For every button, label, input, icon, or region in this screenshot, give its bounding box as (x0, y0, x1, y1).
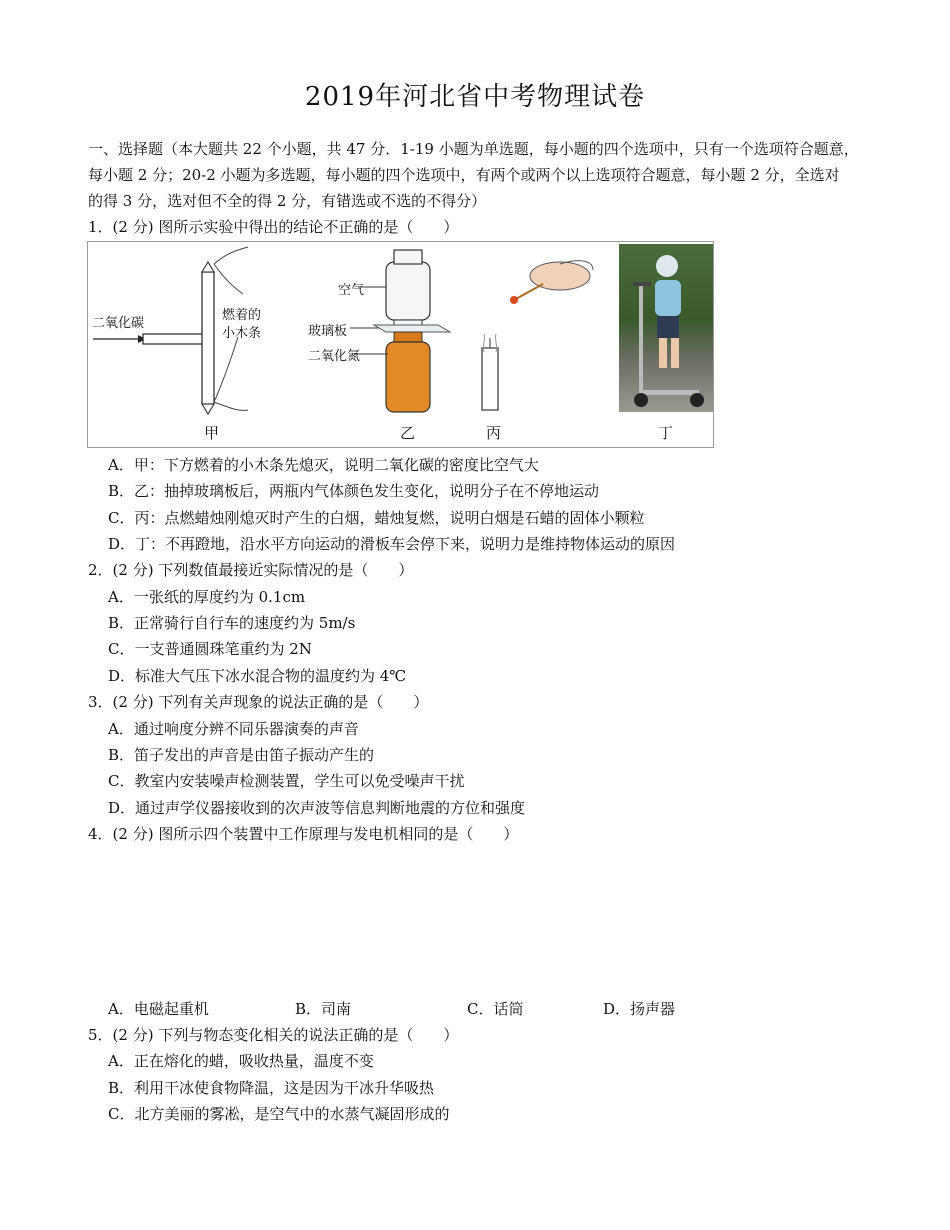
bing-diagram (482, 261, 593, 410)
yi-air-label: 空气 (338, 283, 365, 298)
question-5-option-a: A．正在熔化的蜡，吸收热量，温度不变 (108, 1052, 374, 1070)
yi-no2-label: 二氧化氮 (308, 349, 361, 364)
question-2-stem: 2．(2 分) 下列数值最接近实际情况的是（ ） (88, 561, 414, 579)
question-3-option-a: A．通过响度分辨不同乐器演奏的声音 (108, 720, 359, 738)
yi-diagram (350, 250, 450, 412)
figure-label-jia: 甲 (204, 424, 220, 442)
question-4-option-a: A．电磁起重机 (108, 1000, 209, 1018)
question-4-option-d: D．扬声器 (603, 1000, 676, 1018)
question-4-stem: 4．(2 分) 图所示四个装置中工作原理与发电机相同的是（ ） (88, 825, 519, 843)
question-4-option-c: C．话筒 (467, 1000, 524, 1018)
section-intro-line-3: 的得 3 分，选对但不全的得 2 分，有错选或不选的不得分） (88, 192, 487, 210)
question-1-option-a: A．甲：下方燃着的小木条先熄灭，说明二氧化碳的密度比空气大 (108, 456, 539, 474)
question-4-option-b: B．司南 (295, 1000, 352, 1018)
page-title: 2019年河北省中考物理试卷 (304, 82, 646, 112)
question-1-option-c: C．丙：点燃蜡烛刚熄灭时产生的白烟，蜡烛复燃，说明白烟是石蜡的固体小颗粒 (108, 509, 645, 527)
question-1-stem: 1．(2 分) 图所示实验中得出的结论不正确的是（ ） (88, 218, 459, 236)
question-2-option-d: D．标准大气压下冰水混合物的温度约为 4℃ (108, 667, 407, 685)
question-5-option-c: C．北方美丽的雾凇，是空气中的水蒸气凝固形成的 (108, 1105, 450, 1123)
question-3-option-c: C．教室内安装噪声检测装置，学生可以免受噪声干扰 (108, 772, 465, 790)
question-1-option-d: D．丁：不再蹬地，沿水平方向运动的滑板车会停下来，说明力是维持物体运动的原因 (108, 535, 676, 553)
question-1-figure (87, 241, 714, 448)
jia-stick-label-2: 小木条 (222, 326, 262, 341)
scooter-photo (619, 244, 713, 412)
section-intro-line-1: 一、选择题（本大题共 22 个小题，共 47 分．1-19 小题为单选题，每小题的四个选项中，只有一个选项符合题意， (88, 140, 859, 158)
question-2-option-a: A．一张纸的厚度约为 0.1cm (108, 588, 306, 606)
question-2-option-b: B．正常骑行自行车的速度约为 5m/s (108, 614, 356, 632)
question-3-option-b: B．笛子发出的声音是由笛子振动产生的 (108, 746, 375, 764)
question-5-option-b: B．利用干冰使食物降温，这是因为干冰升华吸热 (108, 1079, 435, 1097)
yi-glass-label: 玻璃板 (308, 324, 348, 339)
jia-stick-label-1: 燃着的 (222, 308, 262, 323)
question-1-option-b: B．乙：抽掉玻璃板后，两瓶内气体颜色发生变化，说明分子在不停地运动 (108, 482, 600, 500)
question-3-stem: 3．(2 分) 下列有关声现象的说法正确的是（ ） (88, 693, 429, 711)
section-intro-line-2: 每小题 2 分；20-2 小题为多选题，每小题的四个选项中，有两个或两个以上选项符合题意，每小题 2 分，全选对 (88, 166, 840, 184)
figure-label-yi: 乙 (400, 424, 416, 442)
question-2-option-c: C．一支普通圆珠笔重约为 2N (108, 640, 312, 658)
question-5-stem: 5．(2 分) 下列与物态变化相关的说法正确的是（ ） (88, 1026, 459, 1044)
question-3-option-d: D．通过声学仪器接收到的次声波等信息判断地震的方位和强度 (108, 799, 526, 817)
figure-label-bing: 丙 (486, 424, 502, 442)
jia-co2-label: 二氧化碳 (92, 316, 145, 331)
figure-label-ding: 丁 (658, 424, 674, 442)
